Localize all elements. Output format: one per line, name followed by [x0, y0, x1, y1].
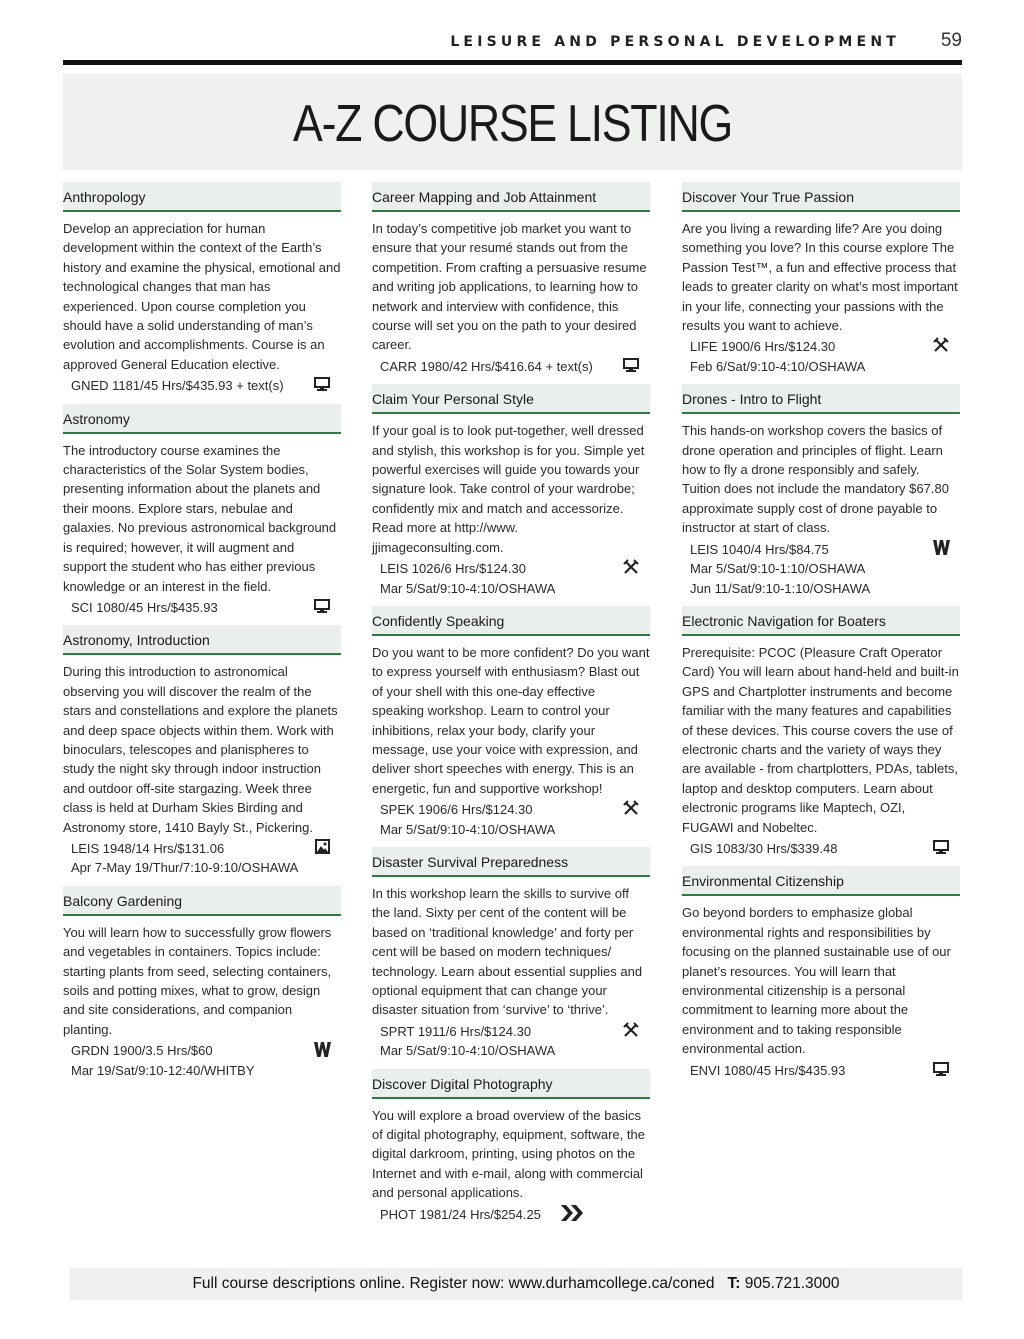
course-description: Are you living a rewarding life? Are you doing something you love? In this course explore The Passion Test™, a fun and effective process that leads to greater clarity on what’s most important in your life, connecting your passions with the results you want to achieve. [682, 221, 958, 334]
course-disaster-survival [372, 847, 650, 1061]
course-title: Confidently Speaking [372, 606, 650, 636]
course-anthropology [63, 182, 341, 396]
course-title: Balcony Gardening [63, 886, 341, 916]
course-description: You will explore a broad overview of the basics of digital photography, equipment, software, the digital darkroom, printing, using photos on the Internet and with e-mail, along with commercial and personal applications. [372, 1107, 645, 1201]
course-claim-personal-style [372, 384, 650, 598]
course-environmental-citizenship [682, 866, 960, 1080]
course-title: Claim Your Personal Style [372, 384, 650, 414]
page-number: 59 [940, 30, 962, 51]
column-left [63, 182, 341, 1088]
online-computer-icon [313, 376, 331, 394]
course-title: Astronomy, Introduction [63, 625, 341, 655]
whitby-w-icon [932, 539, 950, 557]
course-title: Career Mapping and Job Attainment [372, 182, 650, 212]
course-description: Develop an appreciation for human development within the context of the Earth’s history and examine the physical, emotional and technological changes that man has experienced. Upon course completion you should have a solid understanding of man’s evolution and accomplishments. Course is an approved General Education elective. [63, 221, 341, 372]
course-drones-intro [682, 384, 960, 598]
course-code: GIS 1083/30 Hrs/$339.48 [690, 840, 838, 856]
column-right [682, 182, 960, 1088]
footer-bar [70, 1268, 962, 1300]
course-schedule: Mar 19/Sat/9:10-12:40/WHITBY [71, 1062, 255, 1078]
course-balcony-gardening [63, 886, 341, 1080]
course-schedule: Apr 7-May 19/Thur/7:10-9:10/OSHAWA [71, 860, 299, 876]
course-schedule: Feb 6/Sat/9:10-4:10/OSHAWA [690, 358, 866, 374]
course-title: Anthropology [63, 182, 341, 212]
phone-label: T: [727, 1275, 741, 1292]
course-digital-photography [372, 1069, 650, 1224]
course-schedule: Mar 5/Sat/9:10-1:10/OSHAWA [690, 561, 866, 577]
course-code: PHOT 1981/24 Hrs/$254.25 [380, 1206, 541, 1222]
course-code: GNED 1181/45 Hrs/$435.93 + text(s) [71, 378, 284, 394]
double-chevron-icon [560, 1204, 584, 1222]
online-computer-icon [313, 597, 331, 615]
lunch-utensils-icon [622, 799, 640, 817]
course-confidently-speaking [372, 606, 650, 839]
course-schedule: Mar 5/Sat/9:10-4:10/OSHAWA [380, 821, 556, 837]
course-schedule: Mar 5/Sat/9:10-4:10/OSHAWA [380, 1043, 556, 1059]
column-middle [372, 182, 650, 1232]
course-code: LEIS 1026/6 Hrs/$124.30 [380, 561, 526, 577]
online-computer-icon [932, 1060, 950, 1078]
running-header [0, 30, 1024, 54]
course-title: Disaster Survival Preparedness [372, 847, 650, 877]
course-title: Electronic Navigation for Boaters [682, 606, 960, 636]
course-code: SPEK 1906/6 Hrs/$124.30 [380, 802, 533, 818]
course-code: LIFE 1900/6 Hrs/$124.30 [690, 339, 836, 355]
course-code: CARR 1980/42 Hrs/$416.64 + text(s) [380, 358, 593, 374]
header-rule [63, 60, 962, 65]
footer-text: Full course descriptions online. Register now: www.durhamcollege.ca/coned [192, 1275, 715, 1292]
lunch-utensils-icon [932, 336, 950, 354]
course-code: ENVI 1080/45 Hrs/$435.93 [690, 1062, 846, 1078]
online-computer-icon [932, 838, 950, 856]
lunch-utensils-icon [622, 1021, 640, 1039]
course-title: Environmental Citizenship [682, 866, 960, 896]
course-schedule: Jun 11/Sat/9:10-1:10/OSHAWA [690, 580, 871, 596]
course-schedule: Mar 5/Sat/9:10-4:10/OSHAWA [380, 580, 556, 596]
photo-image-icon [313, 838, 331, 856]
course-description: In this workshop learn the skills to survive off the land. Sixty per cent of the content will be based on ‘traditional knowledge’ and forty per cent will be based on modern techniques/ technology. Learn about essential supplies and optional equipment that can change your disaster situation from ‘survive’ to ‘thrive’. [372, 885, 643, 1018]
lunch-utensils-icon [622, 558, 640, 576]
course-description: The introductory course examines the characteristics of the Solar System bodies, presenting information about the planets and their moons. Explore stars, nebulae and galaxies. No previous astronomical background is required; however, it will augment and support the student who has either previous knowledge or an interest in the field. [63, 442, 337, 594]
page-title: A-Z COURSE LISTING [293, 95, 732, 153]
course-astronomy-introduction [63, 625, 341, 877]
course-description: During this introduction to astronomical observing you will discover the realm of the stars and constellations and explore the planets and deep space objects within them. Work with binoculars, telescopes and planispheres to study the night sky through indoor instruction and outdoor off-site stargazing. Week three class is held at Durham Skies Birding and Astronomy store, 1410 Bayly St., Pickering. [63, 664, 338, 835]
course-title: Drones - Intro to Flight [682, 384, 960, 414]
course-code: LEIS 1948/14 Hrs/$131.06 [71, 840, 225, 856]
course-code: LEIS 1040/4 Hrs/$84.75 [690, 541, 829, 557]
course-code: GRDN 1900/3.5 Hrs/$60 [71, 1043, 213, 1059]
course-electronic-navigation [682, 606, 960, 858]
online-computer-icon [622, 356, 640, 374]
course-description: Go beyond borders to emphasize global environmental rights and responsibilities by focusing on the planned sustainable use of our planet’s resources. You will learn that environmental citizenship is a personal commitment to learning more about the environment and to taking responsible environmental action. [682, 905, 951, 1057]
course-description: This hands-on workshop covers the basics of drone operation and principles of flight. Learn how to fly a drone responsibly and safely. Tuition does not include the mandatory $67.80 approximate supply cost of drone payable to instructor at start of class. [682, 423, 949, 536]
course-description: If your goal is to look put-together, well dressed and stylish, this workshop is for you. Simple yet powerful exercises will guide you towards your signature look. Take control of your wardrobe; confidently mix and match and accessorize. Read more at http://www. jjimageconsulting.com. [372, 423, 645, 555]
course-description: In today’s competitive job market you want to ensure that your resumé stands out from the competition. From crafting a persuasive resume and writing job applications, to learning how to network and interview with confidence, this course will set you on the path to your desired career. [372, 221, 647, 353]
course-career-mapping [372, 182, 650, 376]
phone-number: 905.721.3000 [744, 1275, 840, 1292]
whitby-w-icon [313, 1040, 331, 1058]
course-astronomy [63, 404, 341, 618]
page-banner [63, 74, 962, 170]
course-description: You will learn how to successfully grow flowers and vegetables in containers. Topics include: starting plants from seed, selecting containers, soils and potting mixes, what to grow, design and site considerations, and companion planting. [63, 924, 332, 1037]
section-title: LEISURE AND PERSONAL DEVELOPMENT [450, 34, 900, 50]
course-description: Prerequisite: PCOC (Pleasure Craft Operator Card) You will learn about hand-held and built-in GPS and Chartplotter instruments and become familiar with the many features and capabilities of these devices. This course covers the use of electronic charts and the variety of ways they are available - from chartplotters, PDAs, tablets, laptop and desktop computers. Learn about electronic programs like Maptech, OZI, FUGAWI and Nobeltec. [682, 644, 959, 835]
course-discover-true-passion [682, 182, 960, 376]
course-code: SPRT 1911/6 Hrs/$124.30 [380, 1023, 532, 1039]
course-title: Astronomy [63, 404, 341, 434]
course-title: Discover Digital Photography [372, 1069, 650, 1099]
course-title: Discover Your True Passion [682, 182, 960, 212]
course-description: Do you want to be more confident? Do you want to express yourself with enthusiasm? Blast out of your shell with this one-day effective speaking workshop. Learn to control your inhibitions, relax your body, clarify your message, use your voice with expression, and deliver short speeches with energy. This is an energetic, fun and supportive workshop! [372, 644, 650, 796]
course-code: SCI 1080/45 Hrs/$435.93 [71, 599, 218, 615]
